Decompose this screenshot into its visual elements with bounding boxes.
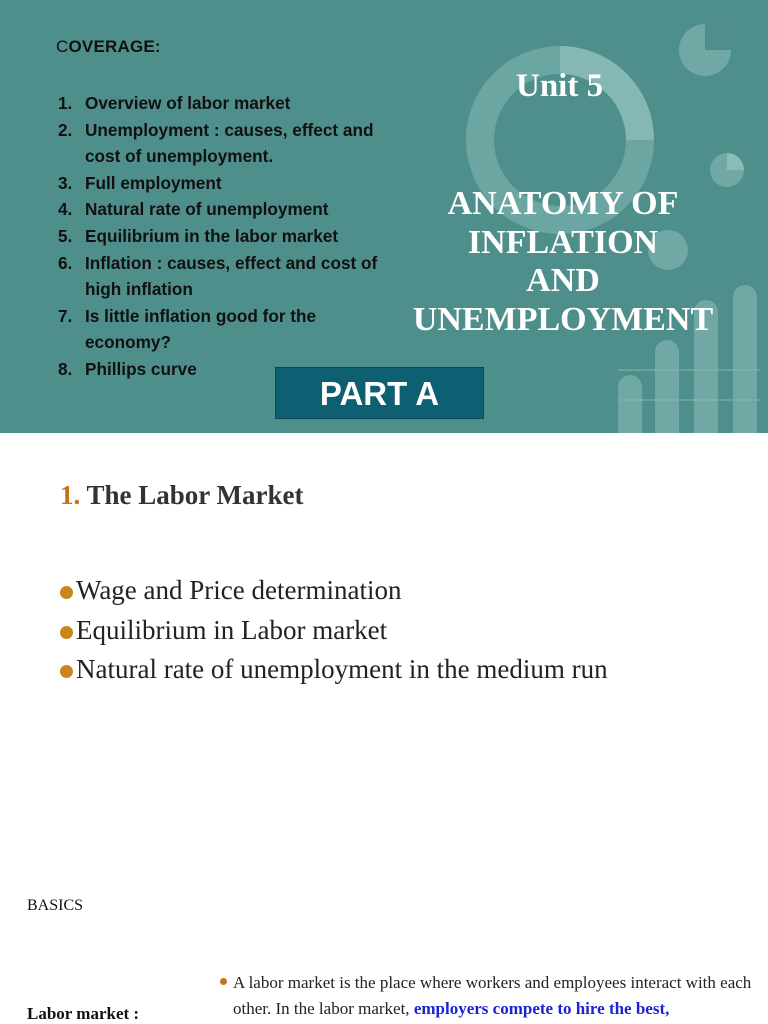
heading-number: 1. (60, 480, 81, 510)
topic-number: 2. (58, 119, 73, 140)
topic-text: Inflation : causes, effect and cost of high inflation (85, 252, 378, 300)
topic-number: 8. (58, 358, 73, 379)
bullet-dot-icon (60, 665, 73, 678)
topic-item (58, 250, 398, 303)
bullet-dot-icon (60, 586, 73, 599)
coverage-heading-rest: OVERAGE: (68, 37, 161, 56)
topic-item (58, 223, 398, 250)
topic-item (58, 170, 398, 197)
bullet-item (58, 611, 608, 651)
topic-item (58, 196, 398, 223)
bullet-item (58, 650, 608, 690)
topic-item (58, 90, 398, 117)
bullet-text: Wage and Price determination (76, 575, 402, 605)
bullet-dot-icon (60, 626, 73, 639)
topic-text: Equilibrium in the labor market (85, 225, 339, 246)
topic-text: Is little inflation good for the economy? (85, 305, 317, 353)
topic-number: 6. (58, 252, 73, 273)
bullet-text: Natural rate of unemployment in the medium run (76, 654, 608, 684)
bullet-text: Equilibrium in Labor market (76, 614, 388, 645)
labor-market-label: Labor market : (27, 1004, 140, 1023)
labor-market-bullet-list (58, 571, 608, 690)
topic-number: 1. (58, 93, 73, 113)
topic-text: Overview of labor market (85, 93, 291, 113)
topic-item (58, 117, 398, 170)
title-line: AND (526, 262, 600, 299)
cover-slide (0, 0, 768, 433)
topic-number: 4. (58, 199, 73, 220)
slide-title (398, 185, 728, 339)
coverage-heading-initial: C (56, 37, 69, 56)
unit-label: Unit 5 (516, 68, 604, 104)
topic-text: Full employment (85, 172, 222, 193)
topic-text: Unemployment : causes, effect and cost of unemployment. (85, 119, 374, 167)
topic-item (58, 303, 398, 356)
coverage-topic-list (58, 90, 398, 383)
bullet-dot-icon (220, 978, 227, 985)
heading-text: The Labor Market (80, 480, 304, 510)
topic-text: Phillips curve (85, 358, 197, 379)
topic-number: 5. (58, 225, 73, 246)
coverage-heading (56, 37, 161, 57)
labor-market-definition (233, 970, 763, 1022)
part-a-label: PART A (275, 367, 484, 419)
topic-number: 3. (58, 172, 73, 193)
title-line: INFLATION (467, 223, 659, 261)
topic-number: 7. (58, 305, 73, 326)
bullet-item (58, 571, 608, 611)
title-line: UNEMPLOYMENT (412, 300, 714, 338)
definition-text: A labor market is the place where workers and employees interact with each other. In the labor market, (233, 973, 752, 1018)
definition-emphasis: employers compete to hire the best, (413, 999, 670, 1018)
topic-text: Natural rate of unemployment (85, 199, 329, 220)
basics-heading: BASICS (27, 897, 84, 914)
title-line: ANATOMY OF (447, 185, 679, 222)
labor-market-heading (60, 480, 304, 511)
